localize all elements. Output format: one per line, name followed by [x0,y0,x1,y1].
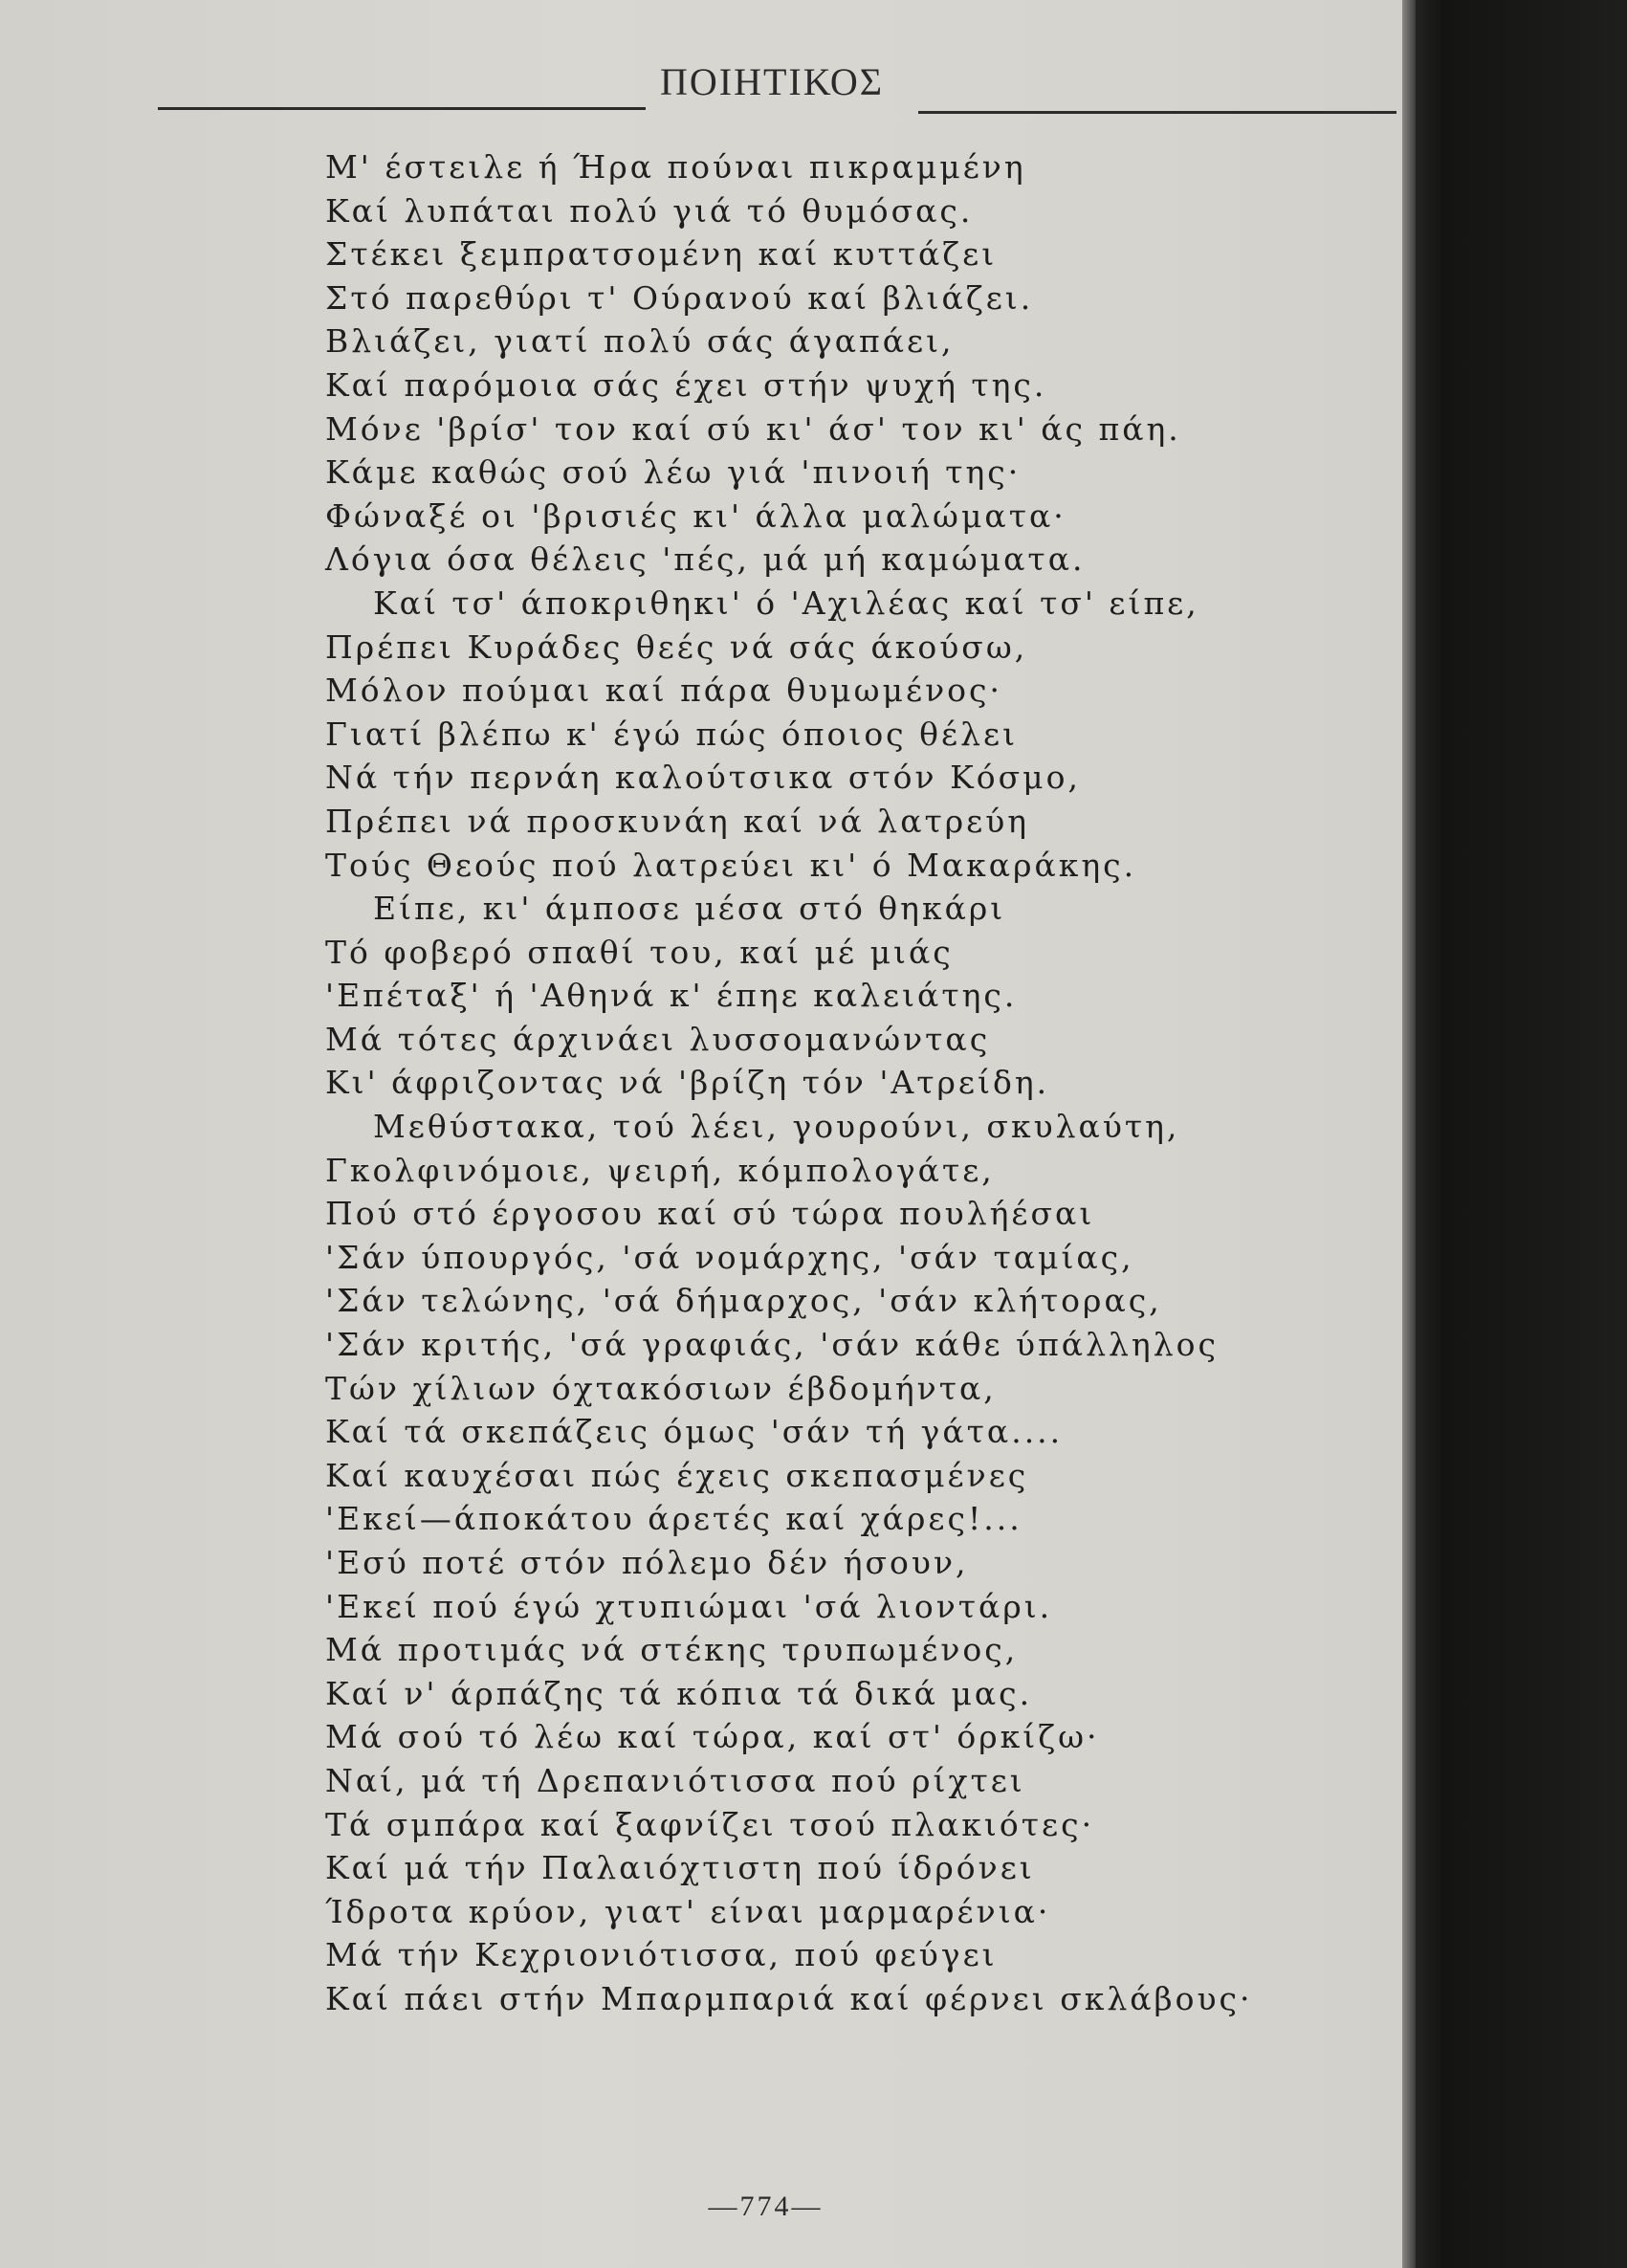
poem-line: Καί τά σκεπάζεις όμως 'σάν τή γάτα.... [325,1413,1064,1451]
poem-line: Μά τήν Κεχριονιότισσα, πού φεύγει [325,1936,998,1974]
header-rule-left [158,107,646,110]
poem-line: Καί μά τήν Παλαιόχτιστη πού ίδρόνει [325,1849,1035,1887]
poem-line: Στό παρεθύρι τ' Ούρανού καί βλιάζει. [325,278,1034,317]
poem-line: 'Σάν ύπουργός, 'σά νομάρχης, 'σάν ταμίας, [325,1238,1134,1276]
poem-line: 'Εκεί πού έγώ χτυπιώμαι 'σά λιοντάρι. [325,1587,1053,1625]
poem-line: Κι' άφριζοντας νά 'βρίζη τόν 'Ατρείδη. [325,1064,1050,1102]
poem-line: Τά σμπάρα καί ξαφνίζει τσού πλακιότες· [325,1805,1095,1843]
book-spine-shadow [1402,0,1627,2268]
poem-line: Τούς Θεούς πού λατρεύει κι' ό Μακαράκης. [325,846,1137,884]
poem-line: 'Εκεί—άποκάτου άρετές καί χάρες!... [325,1500,1022,1538]
poem-line: Μά τότες άρχινάει λυσσομανώντας [325,1020,991,1058]
poem-line: Καί παρόμοια σάς έχει στήν ψυχή της. [325,365,1047,404]
page-number: —774— [708,2191,824,2222]
running-header [0,50,1402,126]
poem-line: Τών χίλιων όχτακόσιων έβδομήντα, [325,1369,997,1407]
poem-line: 'Σάν τελώνης, 'σά δήμαρχος, 'σάν κλήτορας, [325,1282,1162,1320]
poem-body [325,145,1406,2021]
poem-line: Μά σού τό λέω καί τώρα, καί στ' όρκίζω· [325,1718,1100,1756]
header-rule-right [918,111,1396,114]
poem-line: Γιατί βλέπω κ' έγώ πώς όποιος θέλει [325,715,1019,753]
poem-line: Καί καυχέσαι πώς έχεις σκεπασμένες [325,1456,1029,1494]
poem-line: Πρέπει νά προσκυνάη καί νά λατρεύη [325,802,1030,840]
poem-line: Λόγια όσα θέλεις 'πές, μά μή καμώματα. [325,540,1086,579]
poem-line: 'Σάν κριτής, 'σά γραφιάς, 'σάν κάθε ύπάλληλος [325,1326,1219,1364]
poem-line: Καί πάει στήν Μπαρμπαριά καί φέρνει σκλάβους· [325,1979,1253,2017]
poem-line: Πού στό έργοσου καί σύ τώρα πουλήέσαι [325,1195,1095,1233]
poem-line: Φώναξέ οι 'βρισιές κι' άλλα μαλώματα· [325,496,1066,535]
poem-line: Στέκει ξεμπρατσομένη καί κυττάζει [325,235,998,274]
poem-line: Ναί, μά τή Δρεπανιότισσα πού ρίχτει [325,1761,1025,1799]
poem-line: Μ' έστειλε ή Ήρα πούναι πικραμμένη [325,148,1026,186]
poem-line: Καί λυπάται πολύ γιά τό θυμόσας. [325,191,974,230]
poem-line: Μεθύστακα, τού λέει, γουρούνι, σκυλαύτη, [373,1108,1180,1146]
poem-line: Μόνε 'βρίσ' τον καί σύ κι' άσ' τον κι' άς πάη. [325,409,1181,448]
poem-line: Μά προτιμάς νά στέκης τρυπωμένος, [325,1631,1019,1669]
poem-line: Καί τσ' άποκριθηκι' ό 'Αχιλέας καί τσ' είπε, [373,584,1199,622]
poem-line: Ίδροτα κρύον, γιατ' είναι μαρμαρένια· [325,1892,1051,1930]
poem-line: Μόλον πούμαι καί πάρα θυμωμένος· [325,672,1002,710]
poem-line: Τό φοβερό σπαθί του, καί μέ μιάς [325,933,954,971]
poem-line: Νά τήν περνάη καλούτσικα στόν Κόσμο, [325,759,1081,797]
poem-line: Γκολφινόμοιε, ψειρή, κόμπολογάτε, [325,1151,995,1189]
poem-line: Κάμε καθώς σού λέω γιά 'πινοιή της· [325,453,1022,492]
running-title: ΠΟΙΗΤΙΚΟΣ [660,60,885,103]
poem-line: Πρέπει Κυράδες θεές νά σάς άκούσω, [325,628,1028,666]
poem-line: 'Εσύ ποτέ στόν πόλεμο δέν ήσουν, [325,1544,969,1581]
poem-line: Βλιάζει, γιατί πολύ σάς άγαπάει, [325,322,955,361]
poem-line: 'Επέταξ' ή 'Αθηνά κ' έπηε καλειάτης. [325,977,1018,1015]
page-footer [0,2191,1402,2223]
poem-line: Καί ν' άρπάζης τά κόπια τά δικά μας. [325,1674,1033,1712]
poem-line: Είπε, κι' άμποσε μέσα στό θηκάρι [373,890,1006,928]
